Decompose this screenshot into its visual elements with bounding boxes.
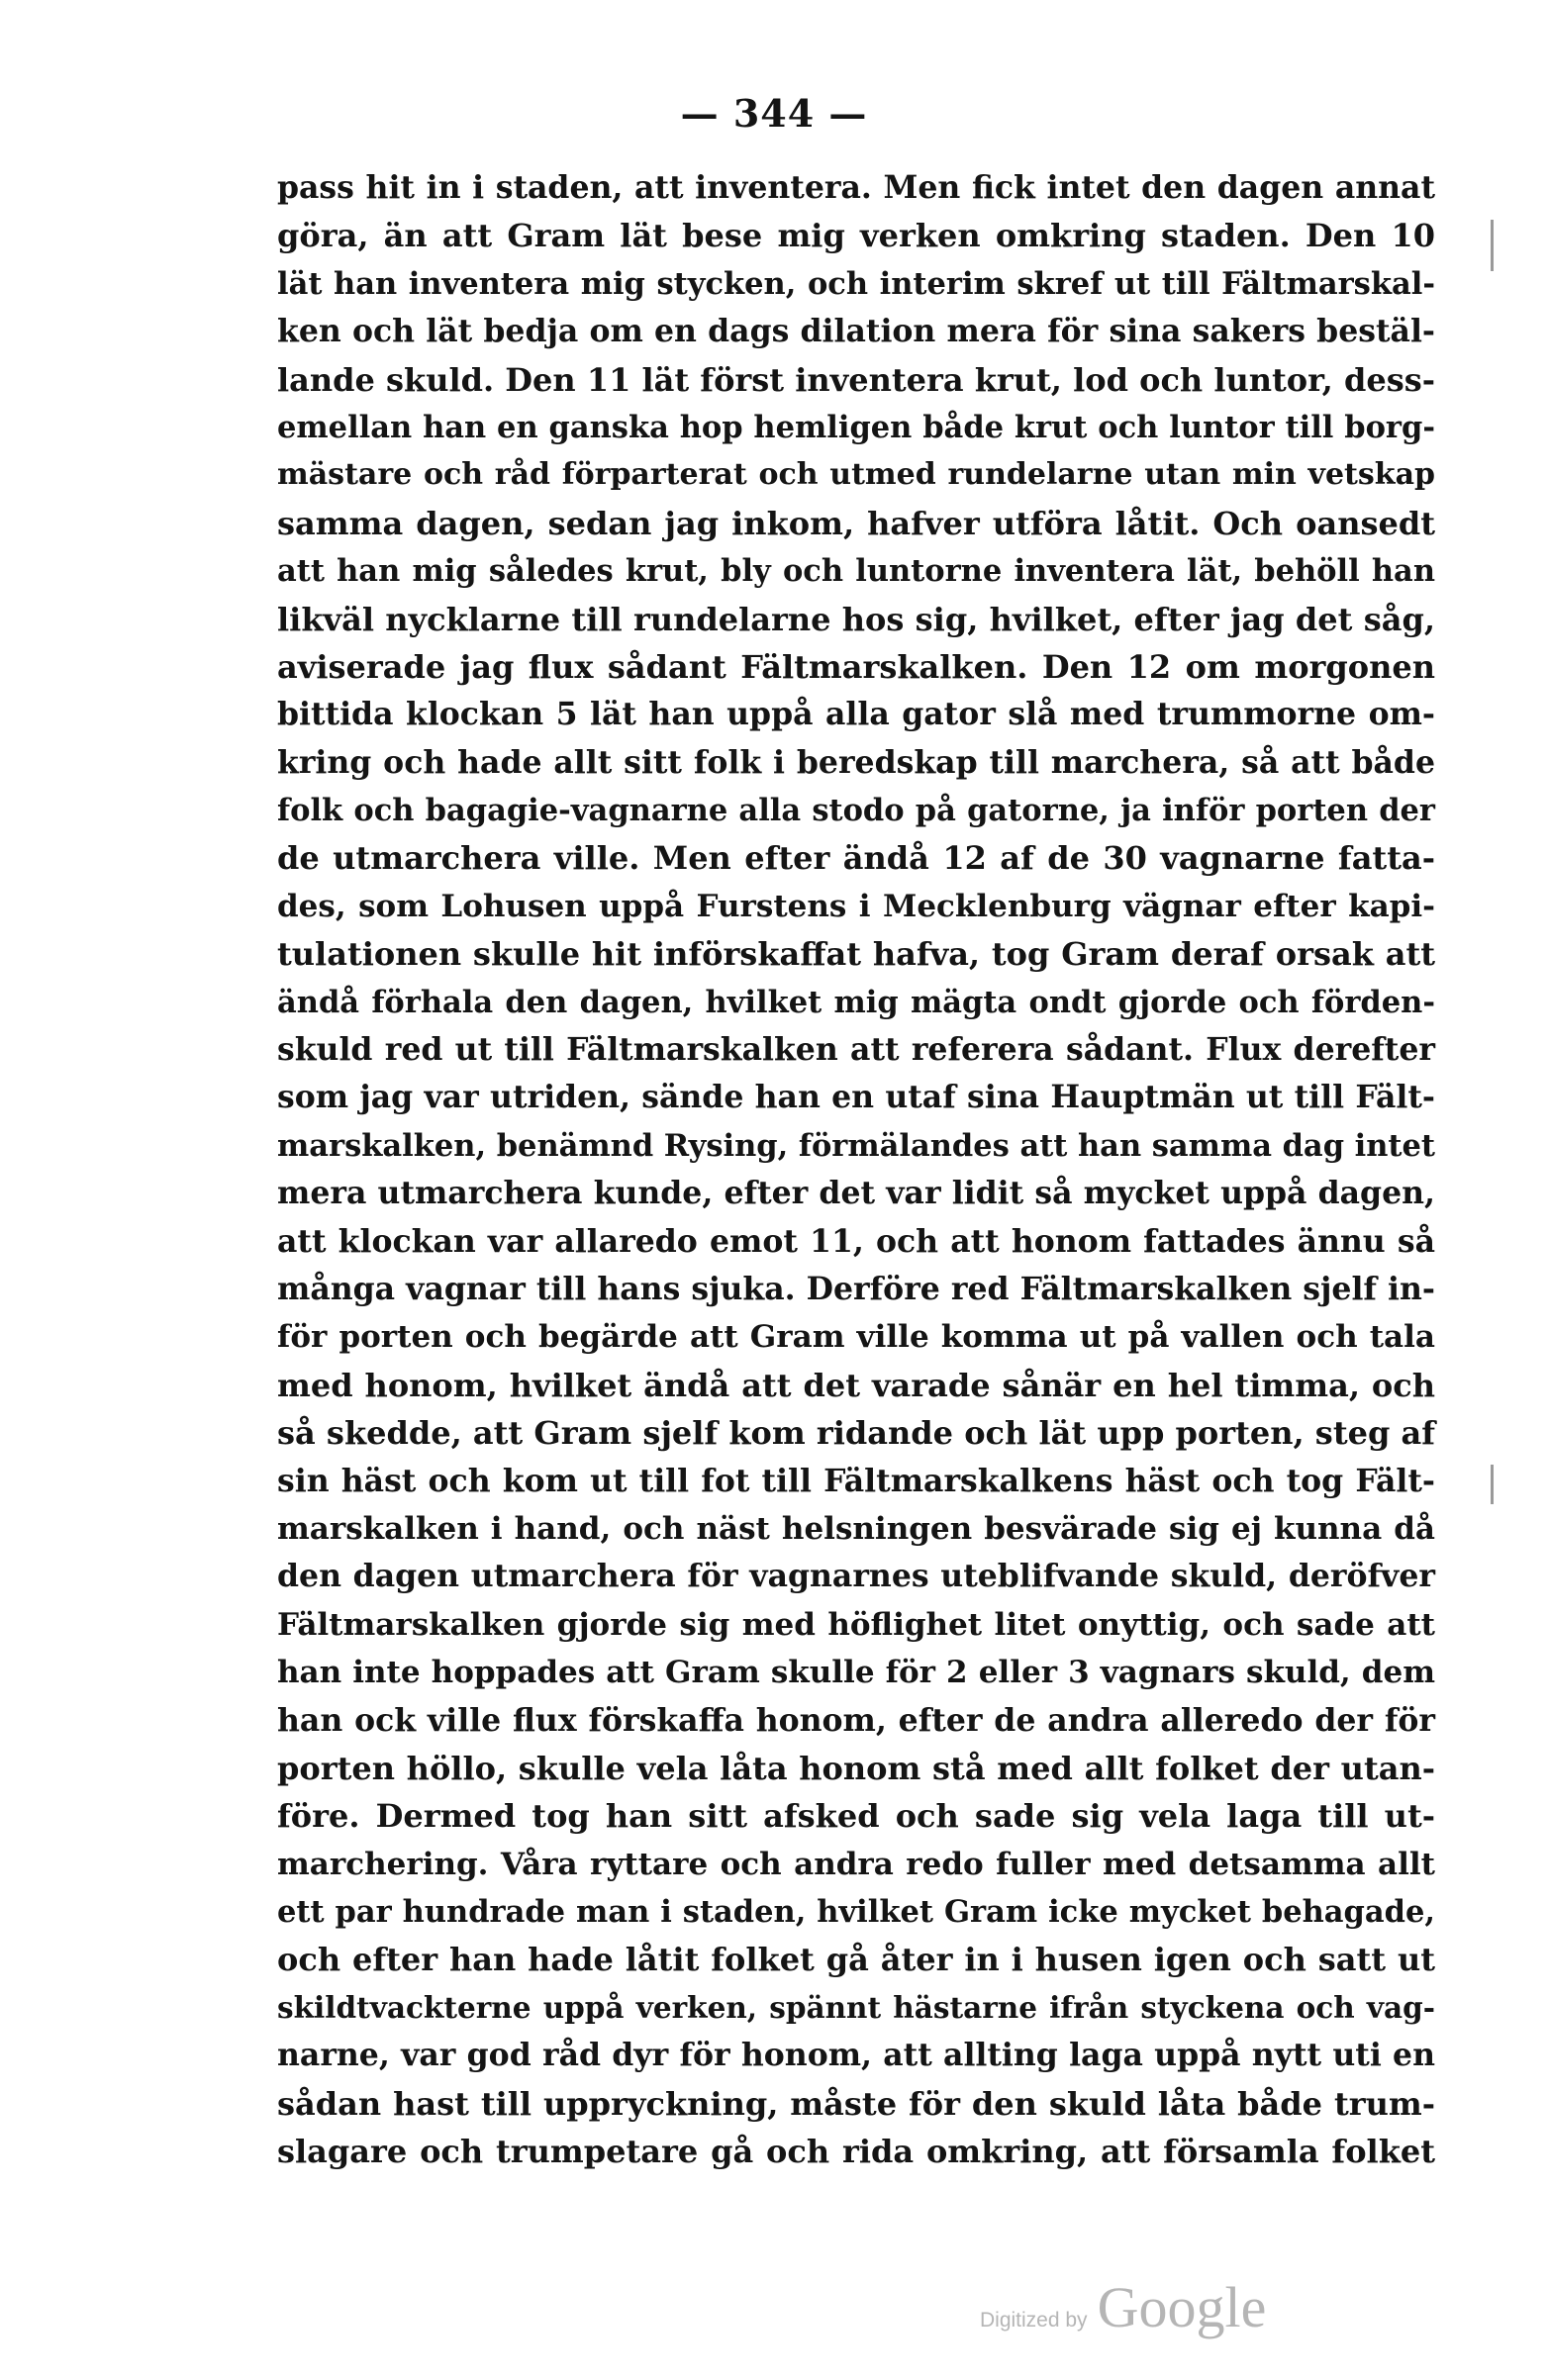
text-line: bittida klockan 5 lät han uppå alla gator slå med trummorne om-	[277, 696, 1435, 733]
text-line: ändå förhala den dagen, hvilket mig mägta ondt gjorde och förden-	[277, 984, 1435, 1020]
digitization-watermark	[980, 2274, 1266, 2343]
text-line: för porten och begärde att Gram ville komma ut på vallen och tala	[277, 1319, 1435, 1356]
text-line: mästare och råd förparterat och utmed rundelarne utan min vetskap	[277, 457, 1435, 493]
text-line: de utmarchera ville. Men efter ändå 12 af de 30 vagnarne fatta-	[277, 839, 1435, 878]
text-line: marskalken, benämnd Rysing, förmälandes att han samma dag intet	[277, 1127, 1435, 1164]
text-line: aviserade jag flux sådant Fältmarskalken. Den 12 om morgonen	[277, 647, 1435, 686]
text-line: så skedde, att Gram sjelf kom ridande och lät upp porten, steg af	[277, 1414, 1435, 1453]
margin-mark	[1491, 220, 1494, 271]
text-line: tulationen skulle hit införskaffat hafva, tog Gram deraf orsak att	[277, 935, 1435, 974]
text-line: porten höllo, skulle vela låta honom stå med allt folket der utan-	[277, 1749, 1435, 1787]
text-line: att klockan var allaredo emot 11, och att honom fattades ännu så	[277, 1222, 1435, 1260]
text-line: lande skuld. Den 11 lät först inventera krut, lod och luntor, dess-	[277, 360, 1435, 399]
text-line: som jag var utriden, sände han en utaf sina Hauptmän ut till Fält-	[277, 1079, 1435, 1116]
text-line: ken och lät bedja om en dags dilation mera för sina sakers bestäl-	[277, 313, 1435, 350]
watermark-prefix: Digitized by	[980, 2309, 1088, 2332]
text-line: slagare och trumpetare gå och rida omkring, att församla folket	[277, 2133, 1435, 2171]
text-line: skuld red ut till Fältmarskalken att referera sådant. Flux derefter	[277, 1031, 1435, 1069]
text-line: med honom, hvilket ändå att det varade sånär en hel timma, och	[277, 1366, 1435, 1404]
text-line: mera utmarchera kunde, efter det var lidit så mycket uppå dagen,	[277, 1175, 1435, 1212]
text-line: sin häst och kom ut till fot till Fältmarskalkens häst och tog Fält-	[277, 1462, 1435, 1499]
text-line: många vagnar till hans sjuka. Derföre red Fältmarskalken sjelf in-	[277, 1270, 1435, 1307]
text-line: marskalken i hand, och näst helsningen besvärade sig ej kunna då	[277, 1510, 1435, 1547]
text-line: att han mig således krut, bly och luntorne inventera lät, behöll han	[277, 553, 1435, 590]
google-logo: Google	[1097, 2275, 1267, 2339]
text-line: ett par hundrade man i staden, hvilket Gram icke mycket behagade,	[277, 1894, 1435, 1931]
text-line: narne, var god råd dyr för honom, att allting laga uppå nytt uti en	[277, 2037, 1435, 2074]
text-line: des, som Lohusen uppå Furstens i Mecklenburg vägnar efter kapi-	[277, 888, 1435, 924]
text-line: skildtvackterne uppå verken, spännt hästarne ifrån styckena och vag-	[277, 1989, 1435, 2025]
text-line: före. Dermed tog han sitt afsked och sade sig vela laga till ut-	[277, 1797, 1435, 1836]
text-line: folk och bagagie-vagnarne alla stodo på gatorne, ja inför porten der	[277, 793, 1435, 829]
text-line: marchering. Våra ryttare och andra redo fuller med detsamma allt	[277, 1846, 1435, 1882]
text-line: samma dagen, sedan jag inkom, hafver utföra låtit. Och oansedt	[277, 504, 1435, 542]
text-line: emellan han en ganska hop hemligen både krut och luntor till borg-	[277, 409, 1435, 445]
text-line: likväl nycklarne till rundelarne hos sig, hvilket, efter jag det såg,	[277, 600, 1435, 638]
text-line: lät han inventera mig stycken, och interim skref ut till Fältmarskal-	[277, 265, 1435, 302]
text-line: han ock ville flux förskaffa honom, efter de andra alleredo der för	[277, 1701, 1435, 1739]
text-line: kring och hade allt sitt folk i beredskap till marchera, så att både	[277, 743, 1435, 781]
text-line: göra, än att Gram lät bese mig verken omkring staden. Den 10	[277, 217, 1435, 255]
text-line: och efter han hade låtit folket gå åter in i husen igen och satt ut	[277, 1941, 1435, 1979]
text-line: pass hit in i staden, att inventera. Men fick intet den dagen annat	[277, 169, 1435, 206]
text-line: Fältmarskalken gjorde sig med höflighet litet onyttig, och sade att	[277, 1606, 1435, 1643]
text-line: han inte hoppades att Gram skulle för 2 eller 3 vagnars skuld, dem	[277, 1655, 1435, 1691]
text-line: den dagen utmarchera för vagnarnes uteblifvande skuld, deröfver	[277, 1558, 1435, 1595]
margin-mark	[1491, 1465, 1494, 1504]
body-text	[277, 164, 1435, 2175]
page-number: — 344 —	[680, 91, 868, 136]
text-line: sådan hast till uppryckning, måste för den skuld låta både trum-	[277, 2084, 1435, 2123]
